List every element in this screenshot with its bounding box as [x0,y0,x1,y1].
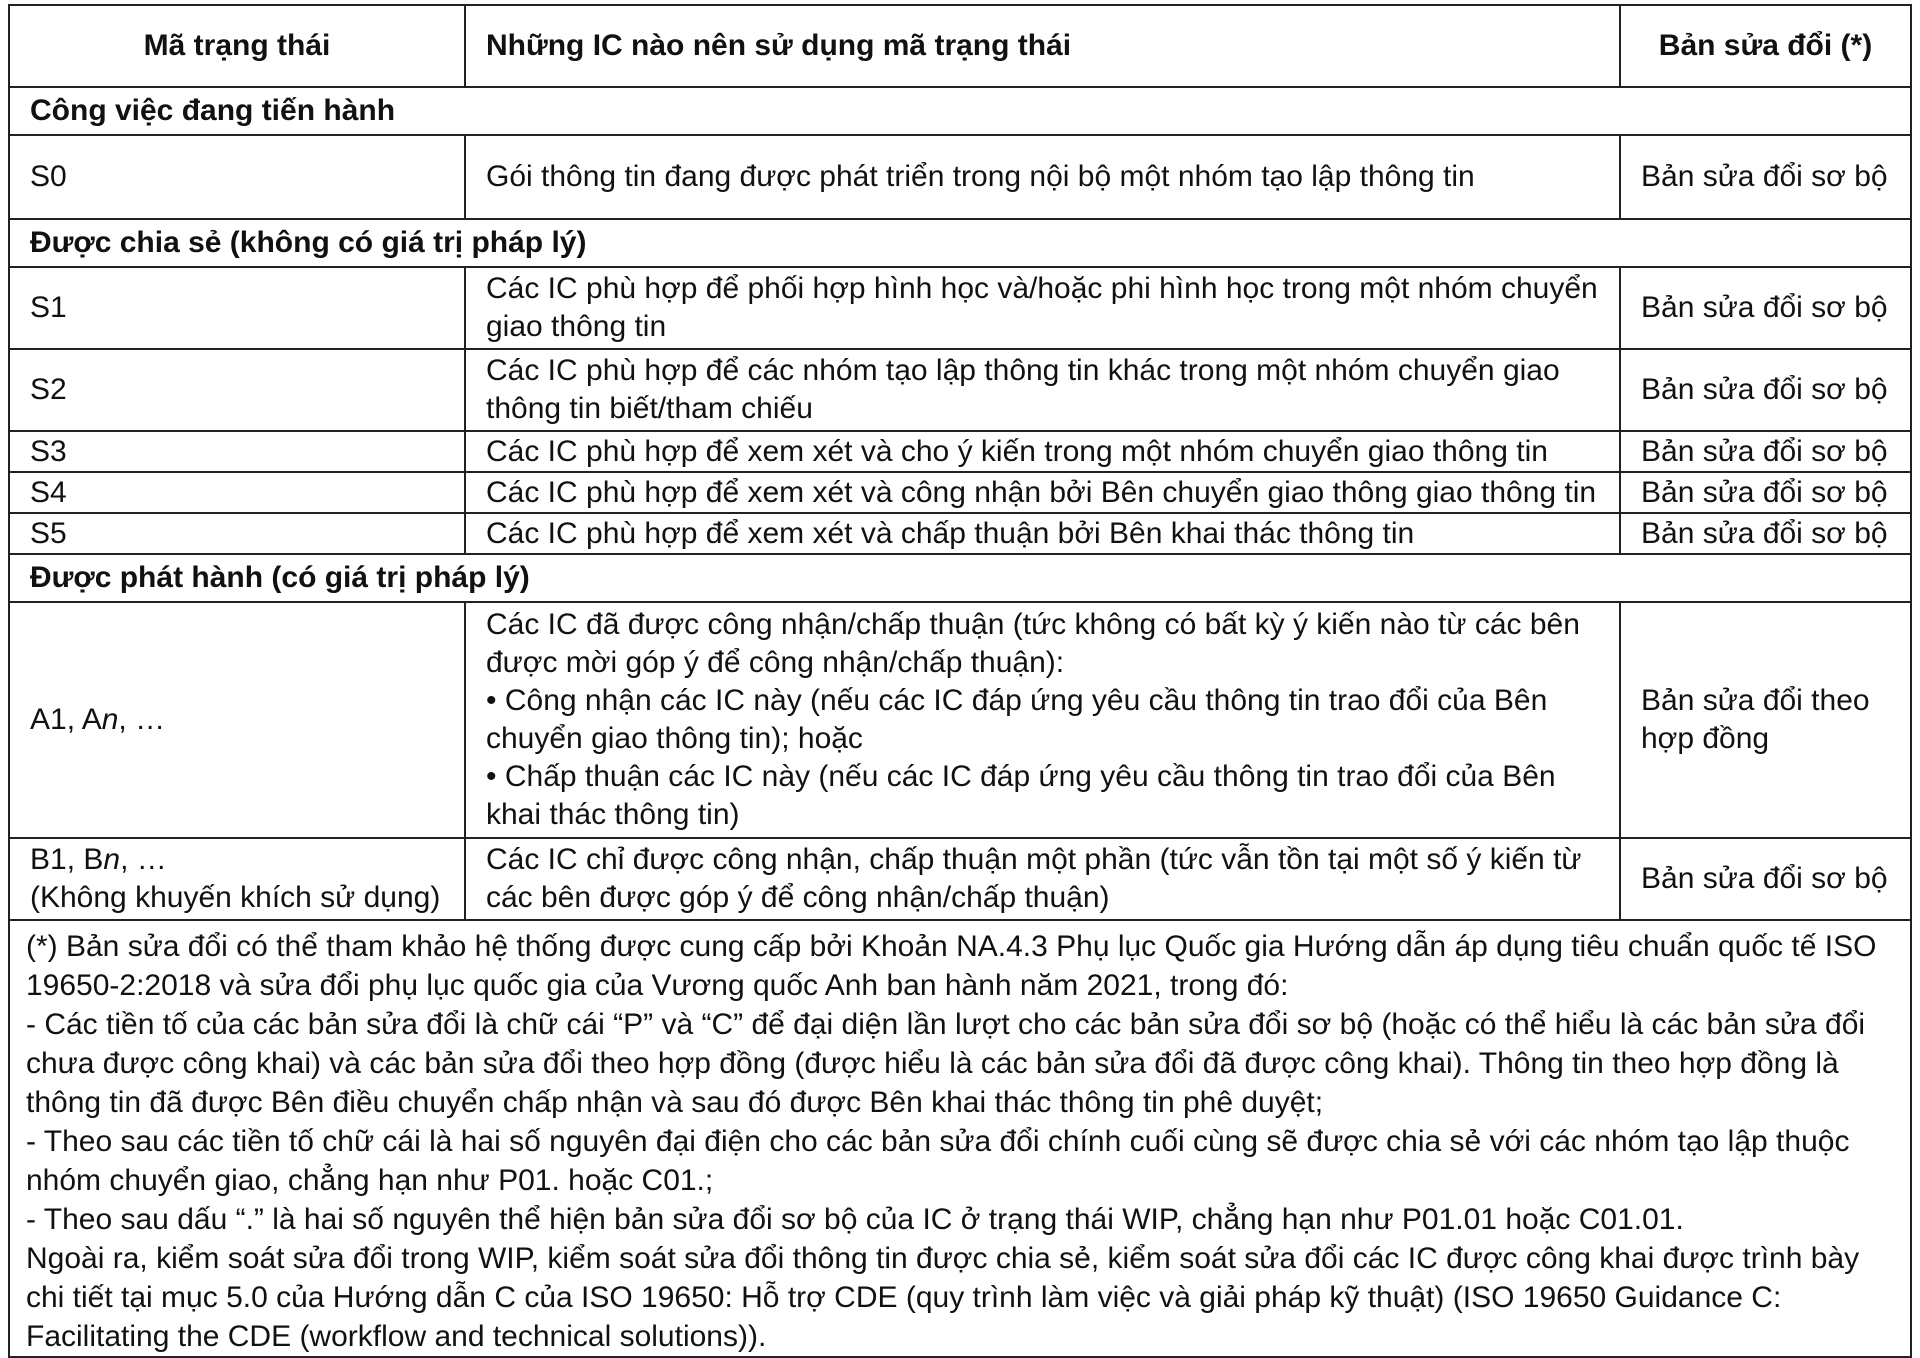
usage-cell: Các IC phù hợp để xem xét và công nhận bởi Bên chuyển giao thông giao thông tin [465,472,1620,513]
status-code-cell: S1 [9,267,465,349]
table-row [9,472,1911,513]
usage-line: Các IC đã được công nhận/chấp thuận (tức không có bất kỳ ý kiến nào từ các bên được mời góp ý để công nhận/chấp thuận): [486,608,1580,679]
footnote-paragraph: - Các tiền tố của các bản sửa đổi là chữ cái “P” và “C” để đại diện lần lượt cho các bản sửa đổi sơ bộ (hoặc có thể hiểu là các bản sửa đổi chưa được công khai) và các bản sửa đổi theo hợp đồng (được hiểu là các bản sửa đổi đã được công khai). Thông tin theo hợp đồng là thông tin đã được Bên điều chuyển chấp nhận và sau đó được Bên khai thác thông tin phê duyệt; [26,1008,1866,1119]
code-suffix: , … [118,703,166,736]
status-code-table [8,4,1912,1358]
status-code-cell [9,602,465,838]
footnote-paragraph: - Theo sau dấu “.” là hai số nguyên thể hiện bản sửa đổi sơ bộ của IC ở trạng thái WIP, chẳng hạn như P01.01 hoặc C01.01. [26,1203,1684,1236]
status-code-cell: S3 [9,431,465,472]
footnote-cell [9,920,1911,1357]
revision-cell: Bản sửa đổi sơ bộ [1620,472,1911,513]
status-code-cell: S5 [9,513,465,554]
usage-bullet: • Chấp thuận các IC này (nếu các IC đáp ứng yêu cầu thông tin trao đổi của Bên khai thác thông tin) [486,760,1556,831]
status-code-cell: S4 [9,472,465,513]
table-row [9,267,1911,349]
section-title: Được phát hành (có giá trị pháp lý) [9,554,1911,602]
table-row [9,838,1911,920]
table-row [9,513,1911,554]
header-revision: Bản sửa đổi (*) [1620,5,1911,87]
footnote-paragraph: - Theo sau các tiền tố chữ cái là hai số nguyên đại điện cho các bản sửa đổi chính cuối cùng sẽ được chia sẻ với các nhóm tạo lập thuộc nhóm chuyển giao, chẳng hạn như P01. hoặc C01.; [26,1125,1850,1197]
section-row-shared [9,219,1911,267]
code-note: (Không khuyến khích sử dụng) [30,881,441,914]
table-row [9,135,1911,219]
section-title: Được chia sẻ (không có giá trị pháp lý) [9,219,1911,267]
status-code-cell: S0 [9,135,465,219]
code-italic-n: n [101,703,119,736]
section-row-published [9,554,1911,602]
usage-cell: Các IC phù hợp để xem xét và cho ý kiến trong một nhóm chuyển giao thông tin [465,431,1620,472]
revision-cell: Bản sửa đổi sơ bộ [1620,838,1911,920]
usage-cell: Gói thông tin đang được phát triển trong nội bộ một nhóm tạo lập thông tin [465,135,1620,219]
section-row-wip [9,87,1911,135]
table-header-row [9,5,1911,87]
header-usage: Những IC nào nên sử dụng mã trạng thái [465,5,1620,87]
code-prefix: B1, B [30,843,104,876]
usage-cell: Các IC phù hợp để xem xét và chấp thuận bởi Bên khai thác thông tin [465,513,1620,554]
usage-cell: Các IC chỉ được công nhận, chấp thuận một phần (tức vẫn tồn tại một số ý kiến từ các bên được góp ý để công nhận/chấp thuận) [465,838,1620,920]
usage-cell: Các IC phù hợp để các nhóm tạo lập thông tin khác trong một nhóm chuyển giao thông tin biết/tham chiếu [465,349,1620,431]
status-code-table-container [8,4,1910,1358]
status-code-cell [9,838,465,920]
status-code-cell: S2 [9,349,465,431]
revision-cell: Bản sửa đổi sơ bộ [1620,349,1911,431]
table-row [9,431,1911,472]
table-row [9,349,1911,431]
code-suffix: , … [120,843,167,876]
header-status-code: Mã trạng thái [9,5,465,87]
revision-cell: Bản sửa đổi sơ bộ [1620,135,1911,219]
code-prefix: A1, A [30,703,102,736]
usage-cell: Các IC phù hợp để phối hợp hình học và/hoặc phi hình học trong một nhóm chuyển giao thông tin [465,267,1620,349]
footnote-row [9,920,1911,1357]
section-title: Công việc đang tiến hành [9,87,1911,135]
revision-cell: Bản sửa đổi sơ bộ [1620,513,1911,554]
revision-cell: Bản sửa đổi theo hợp đồng [1620,602,1911,838]
revision-cell: Bản sửa đổi sơ bộ [1620,267,1911,349]
table-row [9,602,1911,838]
code-line [30,841,444,879]
usage-bullet: • Công nhận các IC này (nếu các IC đáp ứng yêu cầu thông tin trao đổi của Bên chuyển giao thông tin); hoặc [486,684,1548,755]
code-italic-n: n [103,843,121,876]
revision-cell: Bản sửa đổi sơ bộ [1620,431,1911,472]
footnote-paragraph: Ngoài ra, kiểm soát sửa đổi trong WIP, kiểm soát sửa đổi thông tin được chia sẻ, kiểm soát sửa đổi các IC được công khai được trình bày chi tiết tại mục 5.0 của Hướng dẫn C của ISO 19650: Hỗ trợ CDE (quy trình làm việc và giải pháp kỹ thuật) (ISO 19650 Guidance C: Facilitating the CDE (workflow and technical solutions)). [26,1242,1860,1353]
usage-cell [465,602,1620,838]
footnote-paragraph: (*) Bản sửa đổi có thể tham khảo hệ thống được cung cấp bởi Khoản NA.4.3 Phụ lục Quốc gia Hướng dẫn áp dụng tiêu chuẩn quốc tế ISO 19650-2:2018 và sửa đổi phụ lục quốc gia của Vương quốc Anh ban hành năm 2021, trong đó: [26,930,1877,1002]
